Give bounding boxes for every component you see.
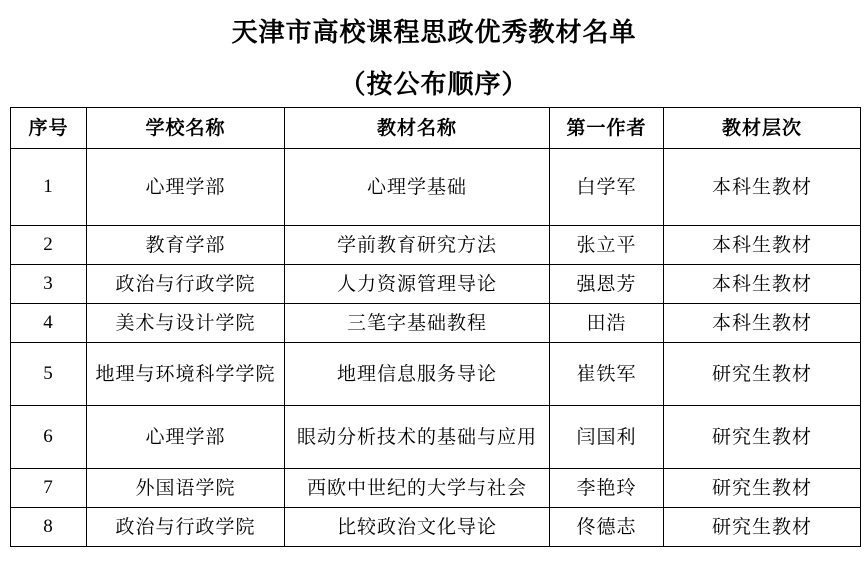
- cell-level: 研究生教材: [664, 508, 861, 547]
- cell-author: 张立平: [550, 226, 664, 265]
- cell-textbook: 眼动分析技术的基础与应用: [285, 406, 550, 469]
- cell-textbook: 西欧中世纪的大学与社会: [285, 469, 550, 508]
- cell-school: 心理学部: [87, 149, 285, 226]
- header-seq: 序号: [11, 108, 87, 149]
- cell-author: 白学军: [550, 149, 664, 226]
- cell-textbook: 地理信息服务导论: [285, 343, 550, 406]
- cell-school: 心理学部: [87, 406, 285, 469]
- textbook-table: [10, 107, 861, 547]
- table-row: [11, 469, 861, 508]
- cell-school: 地理与环境科学学院: [87, 343, 285, 406]
- header-level: 教材层次: [664, 108, 861, 149]
- cell-level: 研究生教材: [664, 406, 861, 469]
- cell-author: 强恩芳: [550, 265, 664, 304]
- cell-author: 李艳玲: [550, 469, 664, 508]
- table-row: [11, 406, 861, 469]
- cell-level: 本科生教材: [664, 149, 861, 226]
- header-author: 第一作者: [550, 108, 664, 149]
- cell-textbook: 三笔字基础教程: [285, 304, 550, 343]
- cell-school: 政治与行政学院: [87, 508, 285, 547]
- cell-seq: 6: [11, 406, 87, 469]
- header-school: 学校名称: [87, 108, 285, 149]
- header-textbook: 教材名称: [285, 108, 550, 149]
- table-row: [11, 304, 861, 343]
- cell-seq: 2: [11, 226, 87, 265]
- cell-author: 闫国利: [550, 406, 664, 469]
- cell-level: 本科生教材: [664, 226, 861, 265]
- cell-school: 政治与行政学院: [87, 265, 285, 304]
- page-title: 天津市高校课程思政优秀教材名单: [231, 18, 637, 48]
- table-row: [11, 149, 861, 226]
- cell-school: 美术与设计学院: [87, 304, 285, 343]
- cell-seq: 5: [11, 343, 87, 406]
- cell-author: 佟德志: [550, 508, 664, 547]
- cell-level: 本科生教材: [664, 265, 861, 304]
- cell-author: 田浩: [550, 304, 664, 343]
- table-row: [11, 508, 861, 547]
- page-subtitle: （按公布顺序）: [339, 70, 529, 100]
- cell-textbook: 心理学基础: [285, 149, 550, 226]
- table-row: [11, 226, 861, 265]
- cell-textbook: 比较政治文化导论: [285, 508, 550, 547]
- cell-textbook: 学前教育研究方法: [285, 226, 550, 265]
- cell-textbook: 人力资源管理导论: [285, 265, 550, 304]
- cell-author: 崔铁军: [550, 343, 664, 406]
- cell-school: 教育学部: [87, 226, 285, 265]
- cell-seq: 7: [11, 469, 87, 508]
- table-row: [11, 343, 861, 406]
- cell-level: 本科生教材: [664, 304, 861, 343]
- cell-seq: 4: [11, 304, 87, 343]
- table-header-row: [11, 108, 861, 149]
- cell-level: 研究生教材: [664, 343, 861, 406]
- cell-seq: 1: [11, 149, 87, 226]
- cell-school: 外国语学院: [87, 469, 285, 508]
- cell-seq: 8: [11, 508, 87, 547]
- cell-level: 研究生教材: [664, 469, 861, 508]
- cell-seq: 3: [11, 265, 87, 304]
- table-row: [11, 265, 861, 304]
